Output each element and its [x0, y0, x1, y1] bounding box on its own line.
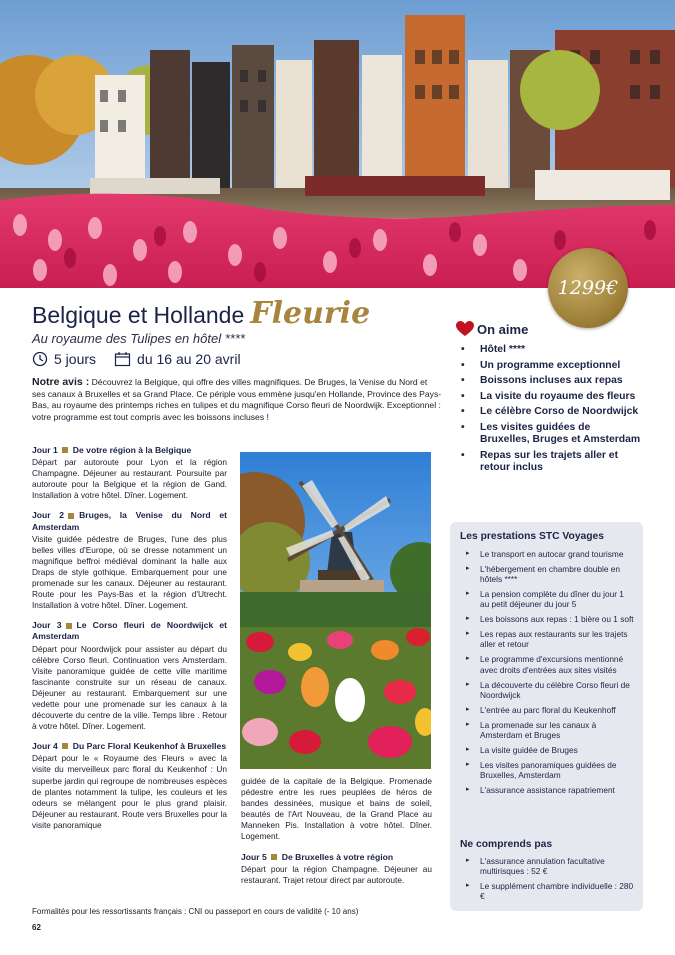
list-item: ▸ L'entrée au parc floral du Keukenhoff: [464, 705, 634, 715]
list-item: • Le célèbre Corso de Noordwijck: [456, 406, 641, 419]
clock-icon: [32, 351, 48, 367]
day-4-heading: Jour 4 Du Parc Floral Keukenhof à Bruxelles: [32, 741, 227, 752]
list-item: • Un programme exceptionnel: [456, 360, 641, 373]
day-3-heading: Jour 3 Le Corso fleuri de Noordwijck et Amsterdam: [32, 620, 227, 642]
on-aime-heading: [456, 321, 528, 337]
page-title: [32, 296, 370, 331]
day-4-text: Départ pour le « Royaume des Fleurs » avec la visite du merveilleux parc floral du Keukenhof : Un superbe jardin qui regroupe de nombreuses espèces de plantes notamment la tulipe, les couleurs et les odeurs se mélangent pour le plus grand plaisir. Déjeuner au restaurant. Route vers Bruxelles pour la visite panoramique: [32, 753, 227, 830]
day-3-text: Départ pour Noordwijck pour assister au départ du célèbre Corso fleuri. Continuation vers Amsterdam. Visite panoramique guidée de cette ville maritime fascinante construite sur un réseau de canaux. Déjeuner au restaurant. Embarquement sur une vedette pour une promenade sur les canaux à la découverte du centre de la ville. Temps libre . Retour à votre hôtel. Dîner. Logement.: [32, 643, 227, 732]
trip-meta: [32, 351, 259, 367]
page-number: 62: [32, 923, 41, 932]
dates: [114, 351, 241, 367]
notre-avis-text: Découvrez la Belgique, qui offre des villes magnifiques. De Bruges, la Venise du Nord et ses canaux à Bruxelles et sa Grand Place. Ce périple vous emmène jusqu'en Hollande, Province des Pays-Bas, au royaume des printemps riches en tulipes et du magnifique Corso fleuri de Noordwijk. Exceptionnel : votre programme est tout compris avec les boissons incluses !: [32, 377, 442, 422]
list-item: ▸ L'assurance annulation facultative multirisques : 52 €: [464, 856, 634, 877]
on-aime-list: [456, 344, 641, 478]
day-5-heading: Jour 5 De Bruxelles à votre région: [241, 851, 394, 862]
list-item: • Les visites guidées de Bruxelles, Bruges et Amsterdam: [456, 422, 641, 447]
list-item: • Hôtel ****: [456, 344, 641, 357]
list-item: ▸ Les boissons aux repas : 1 bière ou 1 soft: [464, 614, 634, 624]
program-column-2: [241, 776, 432, 886]
list-item: ▸ Le programme d'excursions mentionné avec droits d'entrées aux sites visités: [464, 654, 634, 675]
list-item: ▸ L'hébergement en chambre double en hôtels ****: [464, 564, 634, 585]
list-item: ▸ La pension complète du dîner du jour 1 au petit déjeuner du jour 5: [464, 589, 634, 610]
list-item: ▸ La découverte du célèbre Corso fleuri de Noordwijck: [464, 680, 634, 701]
ne-comprends-pas-list: [464, 856, 634, 906]
day-2-heading: Jour 2 Bruges, la Venise du Nord et Amsterdam: [32, 510, 227, 532]
on-aime-title: On aime: [477, 321, 529, 337]
windmill-photo: [240, 452, 431, 769]
list-item: ▸ Le supplément chambre individuelle : 280 €: [464, 881, 634, 902]
footnote: Formalités pour les ressortissants français : CNI ou passeport en cours de validité (- 10 ans): [32, 907, 359, 916]
duration: [32, 351, 96, 367]
ne-comprends-pas-heading: Ne comprends pas: [460, 839, 553, 850]
title-main: Belgique et Hollande: [32, 302, 245, 328]
program-column-1: [32, 436, 227, 831]
dates-text: du 16 au 20 avril: [137, 351, 241, 367]
prestations-list: [464, 549, 634, 800]
list-item: ▸ La visite guidée de Bruges: [464, 745, 634, 755]
day-5-text: Départ pour la région Champagne. Déjeuner au restaurant. Trajet retour direct par autoroute.: [241, 863, 432, 885]
notre-avis: [32, 377, 442, 423]
list-item: • Repas sur les trajets aller et retour inclus: [456, 450, 641, 475]
duration-text: 5 jours: [54, 351, 97, 367]
heart-icon: [456, 321, 474, 337]
list-item: • Boissons incluses aux repas: [456, 375, 641, 388]
day-2-text: Visite guidée pédestre de Bruges, l'une des plus belles villes d'Europe, où se dresse notamment un magnifique beffroi médiéval dominant la halle aux Draps de style gothique. Embarquement pour une promenade sur les canaux. Déjeuner au restaurant. Route pour les Pays-Bas et la région d'Utrecht. Installation à votre hôtel. Dîner. Logement.: [32, 533, 227, 611]
subtitle: Au royaume des Tulipes en hôtel ****: [32, 331, 245, 346]
day-1-text: Départ par autoroute pour Lyon et la région Champagne. Déjeuner au restaurant. Poursuite par autoroute pour la Belgique et la région de Gand. Installation à votre hôtel. Dîner. Logement.: [32, 457, 227, 501]
title-script: Fleurie: [250, 296, 371, 331]
list-item: ▸ Le transport en autocar grand tourisme: [464, 549, 634, 559]
price-badge: 1299€: [548, 248, 628, 328]
day-4-continuation: guidée de la capitale de la Belgique. Promenade pédestre entre les rues peuplées de héros de bandes dessinées, musique et bains de soleil, beautés de l'Art Nouveau, de la Grand Place au Manneken Pis. Installation à votre hôtel. Dîner. Logement.: [241, 776, 432, 842]
list-item: ▸ L'assurance assistance rapatriement: [464, 785, 634, 795]
list-item: ▸ Les visites panoramiques guidées de Bruxelles, Amsterdam: [464, 760, 634, 781]
list-item: • La visite du royaume des fleurs: [456, 391, 641, 404]
day-1-heading: Jour 1 De votre région à la Belgique: [32, 445, 192, 455]
notre-avis-label: Notre avis :: [32, 376, 90, 388]
calendar-icon: [114, 351, 131, 367]
prestations-heading: Les prestations STC Voyages: [460, 531, 605, 542]
amsterdam-tulips-photo: [0, 0, 675, 288]
list-item: ▸ La promenade sur les canaux à Amsterdam et Bruges: [464, 720, 634, 741]
list-item: ▸ Les repas aux restaurants sur les trajets aller et retour: [464, 629, 634, 650]
